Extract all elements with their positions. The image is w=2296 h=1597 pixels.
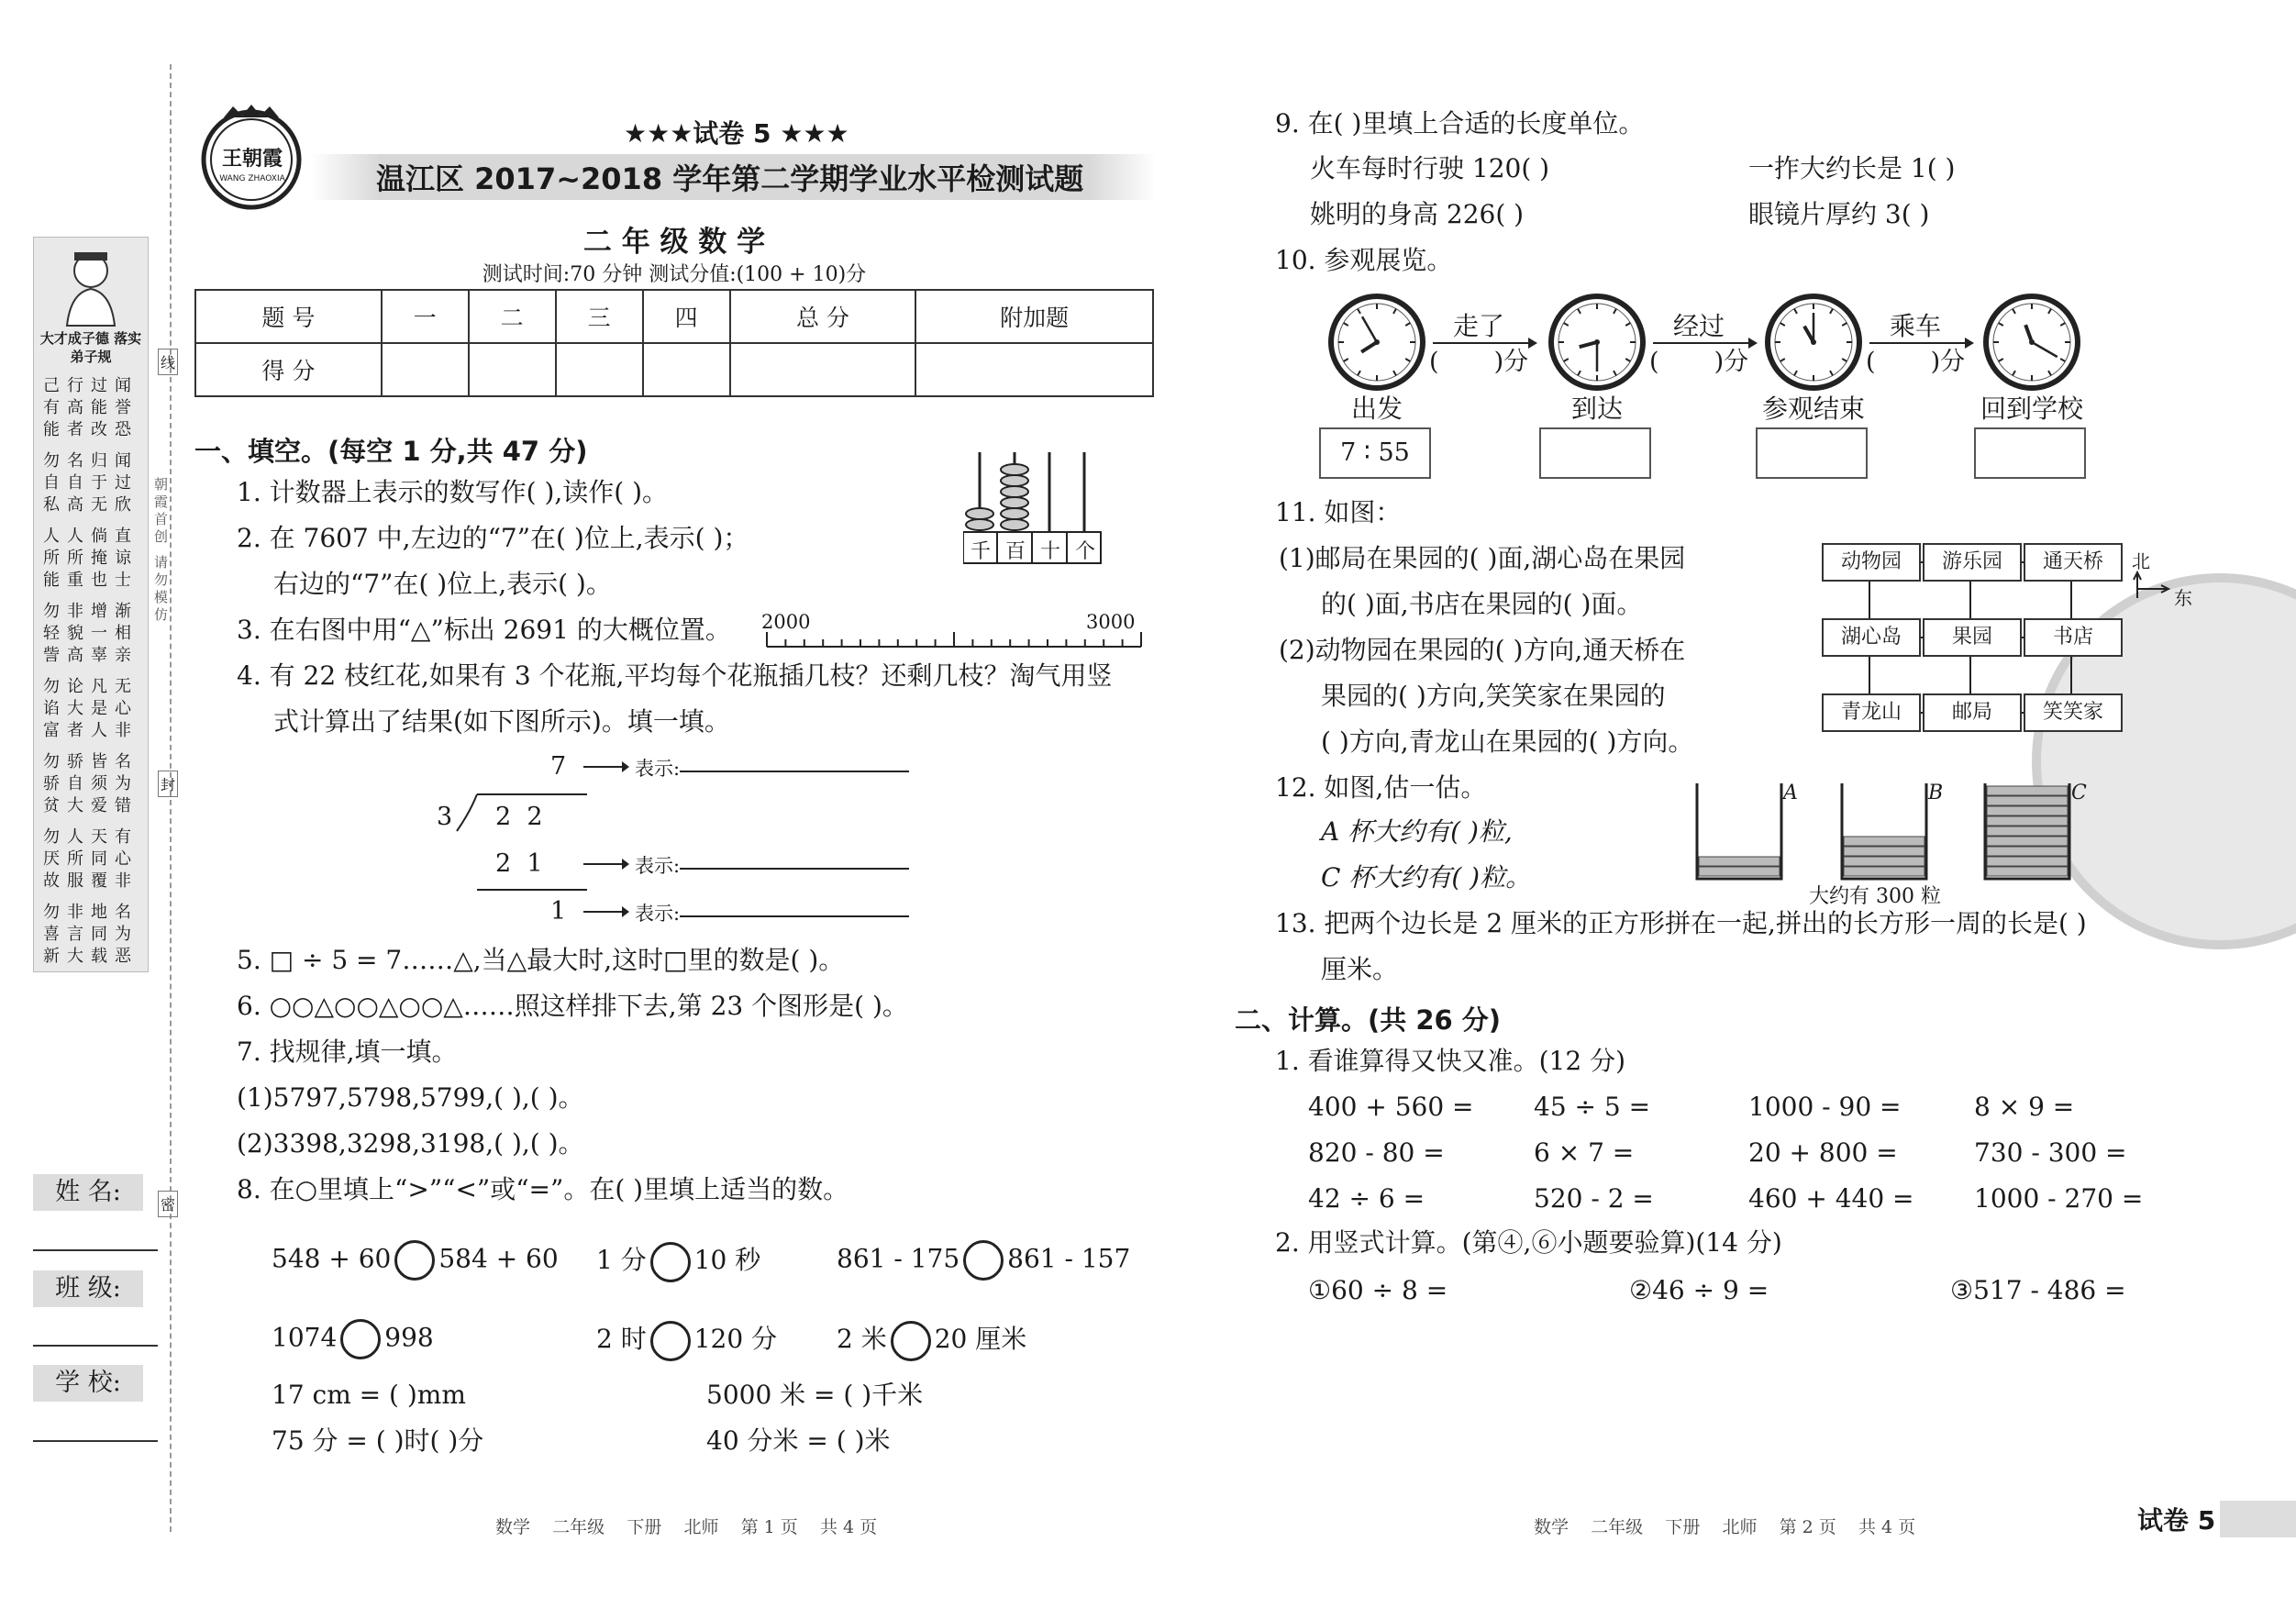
cup-layer	[1987, 816, 2068, 826]
score-cell[interactable]	[915, 343, 1153, 396]
score-cell[interactable]	[469, 343, 556, 396]
class-label: 班 级:	[33, 1270, 143, 1307]
q11-line-3: (2)动物园在果园的( )方向,通天桥在	[1279, 635, 1686, 665]
seal-label-3: 密	[158, 1191, 178, 1217]
calc2: 2. 用竖式计算。(第④,⑥小题要验算)(14 分)	[1275, 1227, 1782, 1258]
div-label-text: 表示:	[635, 903, 681, 925]
exam-info: 测试时间:70 分钟 测试分值:(100 + 10)分	[482, 263, 867, 286]
seal-label-2: 封	[158, 771, 178, 797]
cup-layer	[1987, 837, 2068, 846]
arrow-label: 走了	[1453, 311, 1505, 341]
arrow-label: 经过	[1673, 311, 1725, 341]
compass-east: 东	[2174, 587, 2192, 609]
cup-layer	[1844, 837, 1924, 846]
paper-badge: ★★★试卷 5 ★★★	[624, 118, 849, 149]
q5: 5. □ ÷ 5 = 7……△,当△最大时,这时□里的数是( )。	[237, 945, 845, 975]
compare-circle[interactable]	[963, 1240, 1004, 1281]
ruler-start: 2000	[761, 611, 811, 633]
q10: 10. 参观展览。	[1275, 245, 1453, 275]
map-cell: 湖心岛	[1822, 618, 1921, 657]
cup-label: A	[1783, 782, 1798, 804]
q11-line-5: ( )方向,青龙山在果园的( )方向。	[1321, 726, 1694, 757]
q12-a: A 杯大约有( )粒,	[1321, 816, 1513, 847]
q7-1: (1)5797,5798,5799,( ),( )。	[237, 1082, 584, 1113]
calc1: 1. 看谁算得又快又准。(12 分)	[1275, 1046, 1625, 1076]
motto-block: 人人倘直 所所掩谅 能重也士	[43, 527, 139, 590]
calc-problem[interactable]: 8 × 9 =	[1974, 1092, 2075, 1122]
clock-label: 参观结束	[1761, 394, 1865, 424]
calc-problem[interactable]: 6 × 7 =	[1534, 1137, 1635, 1168]
ruler-end: 3000	[1086, 611, 1136, 633]
vert-3: ③517 - 486 =	[1950, 1275, 2126, 1305]
abacus-label-hundred: 百	[1005, 540, 1026, 563]
score-header-cell: 总 分	[730, 290, 916, 343]
q2a: 2. 在 7607 中,左边的“7”在( )位上,表示( )；	[237, 523, 749, 553]
motto-block: 勿非增渐 轻貌一相 訾高辜亲	[43, 602, 139, 665]
map-cell: 青龙山	[1822, 693, 1921, 732]
calc-problem[interactable]: 1000 - 90 =	[1748, 1092, 1902, 1122]
motto-block: 勿论凡无 谄大是心 富者人非	[43, 677, 139, 740]
div-dividend: 2 2	[495, 803, 543, 831]
q1: 1. 计数器上表示的数写作( ),读作( )。	[237, 477, 669, 507]
cup-b	[1838, 782, 1930, 882]
score-header-cell: 一	[382, 290, 469, 343]
cup-layer	[1699, 857, 1780, 866]
start-time-box: 7 ∶ 55	[1319, 427, 1431, 479]
cup-layer	[1987, 847, 2068, 856]
cup-a	[1693, 782, 1785, 882]
score-header-cell: 二	[469, 290, 556, 343]
seal-label-1: 线	[158, 349, 178, 375]
footer-right: 数学 二年级 下册 北师 第 2 页 共 4 页	[1534, 1517, 1916, 1537]
clock-pin	[2029, 339, 2035, 345]
calc-problem[interactable]: 460 + 440 =	[1748, 1183, 1914, 1214]
cup-layer	[1987, 826, 2068, 836]
q9-item-2: 一拃大约长是 1( )	[1748, 153, 1956, 183]
arrow-head	[1965, 338, 1974, 349]
compare-item[interactable]	[596, 1240, 760, 1282]
score-table	[194, 289, 1154, 397]
compare-left: 1 分	[596, 1245, 647, 1275]
cup-layer	[1844, 867, 1924, 876]
section2-heading: 二、计算。(共 26 分)	[1235, 1004, 1502, 1036]
clock-pin	[1374, 339, 1380, 345]
compass-icon	[2128, 571, 2174, 607]
cup-caption: 大约有 300 粒	[1809, 885, 1941, 908]
score-header-cell: 题 号	[195, 290, 382, 343]
motto-block: 勿骄皆名 骄自须为 贫大爱错	[43, 752, 139, 815]
compare-left: 1074	[272, 1322, 338, 1353]
clock-face	[1547, 292, 1647, 393]
map-cell: 通天桥	[2024, 543, 2123, 582]
arrow-icon	[583, 760, 629, 774]
school-field[interactable]	[33, 1440, 158, 1442]
map-cell: 笑笑家	[2024, 693, 2123, 732]
time-box[interactable]	[1974, 427, 2086, 479]
compare-item[interactable]	[272, 1319, 434, 1359]
compare-right: 120 分	[693, 1324, 778, 1354]
compare-item[interactable]	[272, 1240, 559, 1281]
cup-layer	[1844, 857, 1924, 866]
cup-layer	[1987, 867, 2068, 876]
abacus-label-one: 个	[1075, 540, 1096, 563]
calc-problem[interactable]: 520 - 2 =	[1534, 1183, 1654, 1214]
q9-item-3: 姚明的身高 226( )	[1310, 199, 1525, 229]
q9: 9. 在( )里填上合适的长度单位。	[1275, 108, 1645, 139]
compare-right: 20 厘米	[934, 1324, 1027, 1354]
cup-layer	[1844, 847, 1924, 856]
footer-tag: 试卷 5	[2137, 1505, 2216, 1536]
map-cell: 书店	[2024, 618, 2123, 657]
clock-face	[1326, 292, 1427, 393]
q6: 6. ○○△○○△○○△……照这样排下去,第 23 个图形是( )。	[237, 991, 908, 1021]
div-product: 2 1	[495, 849, 543, 878]
conv-3: 75 分 = ( )时( )分	[272, 1425, 484, 1456]
calc-problem[interactable]: 45 ÷ 5 =	[1534, 1092, 1651, 1122]
calc-problem[interactable]: 1000 - 270 =	[1974, 1183, 2144, 1214]
footer-left: 数学 二年级 下册 北师 第 1 页 共 4 页	[495, 1517, 878, 1537]
compare-circle[interactable]	[394, 1240, 435, 1281]
div-quotient: 7	[550, 752, 567, 781]
q11-line-1: (1)邮局在果园的( )面,湖心岛在果园	[1279, 543, 1686, 573]
school-label: 学 校:	[33, 1365, 143, 1402]
abacus-label-thousand: 千	[971, 540, 992, 563]
footer-tag-bar	[2220, 1501, 2296, 1537]
clock-label: 回到学校	[1980, 394, 2083, 424]
div-remainder: 1	[550, 897, 567, 926]
compare-left: 2 米	[837, 1324, 887, 1354]
logo-text: 王朝霞	[221, 147, 283, 171]
div-label-2[interactable]	[635, 851, 909, 879]
motto-block: 勿名归闻 自自于过 私高无欣	[43, 451, 139, 515]
div-divisor: 3	[437, 803, 453, 831]
div-label-text: 表示:	[635, 855, 681, 877]
motto-block: 勿非地名 喜言同为 新大载恶	[43, 903, 139, 966]
section1-heading: 一、填空。(每空 1 分,共 47 分)	[194, 436, 588, 467]
calc-problem[interactable]: 730 - 300 =	[1974, 1137, 2127, 1168]
q13a: 13. 把两个边长是 2 厘米的正方形拼在一起,拼出的长方形一周的长是( )	[1275, 908, 2087, 938]
cup-c	[1981, 782, 2073, 882]
name-field[interactable]	[33, 1249, 158, 1251]
q12-c: C 杯大约有( )粒。	[1321, 862, 1532, 893]
clock-pin	[1811, 339, 1816, 345]
arrow-label: 乘车	[1890, 311, 1942, 341]
abacus-label-ten: 十	[1040, 540, 1061, 563]
arrow-head	[1528, 338, 1537, 349]
compare-circle[interactable]	[650, 1321, 691, 1361]
compare-left: 548 + 60	[272, 1243, 392, 1274]
compare-circle[interactable]	[650, 1242, 691, 1282]
compare-left: 2 时	[596, 1324, 647, 1354]
map-cell: 果园	[1923, 618, 2022, 657]
compare-right: 861 - 157	[1007, 1243, 1131, 1274]
exam-title: 温江区 2017~2018 学年第二学期学业水平检测试题	[376, 161, 1084, 196]
map-cell: 游乐园	[1923, 543, 2022, 582]
minutes-blank[interactable]: ( )分	[1429, 348, 1529, 376]
clock-face	[1981, 292, 2082, 393]
compass-north: 北	[2132, 550, 2150, 572]
score-row-label: 得 分	[195, 343, 382, 396]
logo-sub: WANG ZHAOXIA	[219, 174, 285, 183]
left-strip	[33, 237, 149, 972]
strip-caption: 大才成子德 落实弟子规	[39, 330, 142, 365]
calc-problem[interactable]: 820 - 80 =	[1308, 1137, 1445, 1168]
cup-layer	[1699, 867, 1780, 876]
division-bracket	[449, 791, 596, 892]
map-cell: 动物园	[1822, 543, 1921, 582]
div-label-3[interactable]	[635, 899, 909, 926]
cup-layer	[1987, 786, 2068, 795]
calc-problem[interactable]: 400 + 560 =	[1308, 1092, 1474, 1122]
score-header-cell: 三	[556, 290, 643, 343]
div-label-text: 表示:	[635, 758, 681, 780]
compare-circle[interactable]	[891, 1321, 931, 1361]
name-label: 姓 名:	[33, 1174, 143, 1211]
side-text: 朝霞首创 请勿模仿	[152, 477, 169, 625]
map-cell: 邮局	[1923, 693, 2022, 732]
q11-line-2: 的( )面,书店在果园的( )面。	[1321, 589, 1643, 619]
compare-right: 998	[384, 1322, 434, 1353]
score-cell[interactable]	[556, 343, 643, 396]
cup-layer	[1987, 806, 2068, 815]
q3: 3. 在右图中用“△”标出 2691 的大概位置。	[237, 615, 731, 645]
cup-label: C	[2071, 782, 2087, 804]
compare-right: 584 + 60	[438, 1243, 559, 1274]
conv-1: 17 cm = ( )mm	[272, 1380, 466, 1410]
q11-line-4: 果园的( )方向,笑笑家在果园的	[1321, 681, 1666, 711]
q11: 11. 如图：	[1275, 497, 1402, 527]
q7: 7. 找规律,填一填。	[237, 1037, 458, 1067]
score-header-cell: 附加题	[915, 290, 1153, 343]
motto-block: 己行过闻 有高能誉 能者改恐	[43, 376, 139, 439]
q9-item-4: 眼镜片厚约 3( )	[1748, 199, 1930, 229]
compare-left: 861 - 175	[837, 1243, 960, 1274]
compare-right: 10 秒	[693, 1245, 761, 1275]
arrow-icon	[583, 904, 629, 919]
time-box[interactable]	[1756, 427, 1868, 479]
conv-2: 5000 米 = ( )千米	[706, 1380, 924, 1410]
vert-1: ①60 ÷ 8 =	[1308, 1275, 1448, 1305]
score-header-cell: 四	[643, 290, 730, 343]
q13b: 厘米。	[1321, 954, 1399, 984]
class-field[interactable]	[33, 1345, 158, 1347]
conv-4: 40 分米 = ( )米	[706, 1425, 891, 1456]
q4b: 式计算出了结果(如下图所示)。填一填。	[273, 706, 730, 737]
score-cell[interactable]	[382, 343, 469, 396]
score-cell[interactable]	[730, 343, 916, 396]
div-label-1[interactable]	[635, 754, 909, 782]
minutes-blank[interactable]: ( )分	[1866, 348, 1966, 376]
compare-circle[interactable]	[340, 1319, 381, 1359]
q8: 8. 在○里填上“>”“<”或“=”。在( )里填上适当的数。	[237, 1174, 849, 1204]
cup-label: B	[1928, 782, 1944, 804]
time-box[interactable]	[1539, 427, 1651, 479]
vert-2: ②46 ÷ 9 =	[1629, 1275, 1769, 1305]
compare-item[interactable]	[837, 1319, 1026, 1361]
subject-title: 二 年 级 数 学	[582, 226, 766, 259]
cup-layer	[1987, 857, 2068, 866]
motto-block: 勿人天有 厌所同心 故服覆非	[43, 827, 139, 891]
score-cell[interactable]	[643, 343, 730, 396]
q12: 12. 如图,估一估。	[1275, 772, 1487, 803]
clock-face	[1763, 292, 1864, 393]
compare-item[interactable]	[596, 1319, 777, 1361]
compare-item[interactable]	[837, 1240, 1130, 1281]
calc-problem[interactable]: 20 + 800 =	[1748, 1137, 1898, 1168]
arrow-icon	[583, 857, 629, 871]
clock-label: 到达	[1570, 394, 1623, 424]
cup-layer	[1987, 796, 2068, 805]
clock-pin	[1594, 339, 1600, 345]
q4a: 4. 有 22 枝红花,如果有 3 个花瓶,平均每个花瓶插几枝？还剩几枝？淘气用竖	[237, 660, 1113, 691]
clock-label: 出发	[1350, 394, 1403, 424]
minutes-blank[interactable]: ( )分	[1649, 348, 1749, 376]
q7-2: (2)3398,3298,3198,( ),( )。	[237, 1128, 584, 1159]
arrow-head	[1748, 338, 1758, 349]
calc-problem[interactable]: 42 ÷ 6 =	[1308, 1183, 1425, 1214]
q9-item-1: 火车每时行驶 120( )	[1310, 153, 1550, 183]
q2b: 右边的“7”在( )位上,表示( )。	[273, 569, 612, 599]
